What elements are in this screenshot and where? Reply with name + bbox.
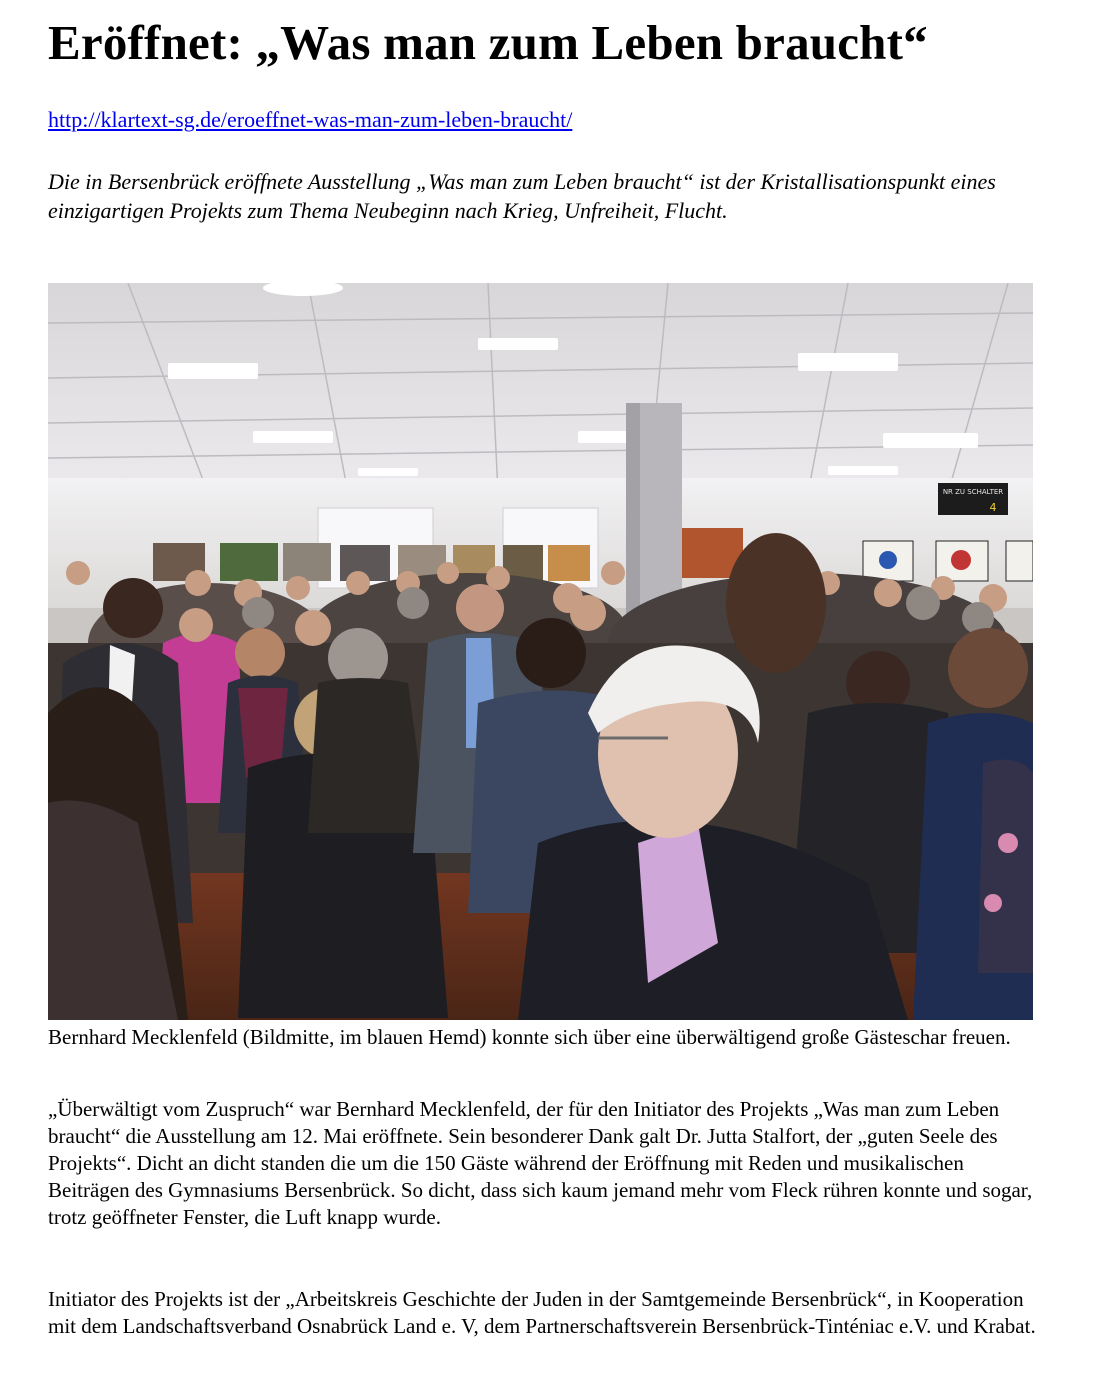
- photo-caption: Bernhard Mecklenfeld (Bildmitte, im blauen Hemd) konnte sich über eine überwältigend große Gästeschar freuen.: [48, 1025, 1011, 1049]
- exhibition-photo: [48, 283, 1033, 1020]
- body-paragraph-2: Initiator des Projekts ist der „Arbeitskreis Geschichte der Juden in der Samtgemeinde Bersenbrück“, in Kooperation mit dem Landschaftsverband Osnabrück Land e. V, dem Partnerschaftsverein Bersenbrück-Tinténiac e.V. und Krabat.: [48, 1287, 1036, 1338]
- article-url-link[interactable]: http://klartext-sg.de/eroeffnet-was-man-zum-leben-braucht/: [48, 107, 573, 132]
- article-lead: Die in Bersenbrück eröffnete Ausstellung „Was man zum Leben braucht“ ist der Kristallisationspunkt eines einzigartigen Projekts zum Thema Neubeginn nach Krieg, Unfreiheit, Flucht.: [48, 169, 996, 223]
- photo-sign-text: NR ZU SCHALTER: [942, 488, 1004, 496]
- body-paragraph-1: „Überwältigt vom Zuspruch“ war Bernhard Mecklenfeld, der für den Initiator des Projekts „Was man zum Leben braucht“ die Ausstellung am 12. Mai eröffnete. Sein besonderer Dank galt Dr. Jutta Stalfort, der „guten Seele des Projekts“. Dicht an dicht standen die um die 150 Gäste während der Eröffnung mit Reden und musikalischen Beiträgen des Gymnasiums Bersenbrück. So dicht, dass sich kaum jemand mehr vom Fleck rühren konnte und sogar, trotz geöffneter Fenster, die Luft knapp wurde.: [48, 1097, 1033, 1229]
- article-title: Eröffnet: „Was man zum Leben braucht“: [48, 15, 928, 70]
- photo-sign-number: 4: [989, 501, 997, 514]
